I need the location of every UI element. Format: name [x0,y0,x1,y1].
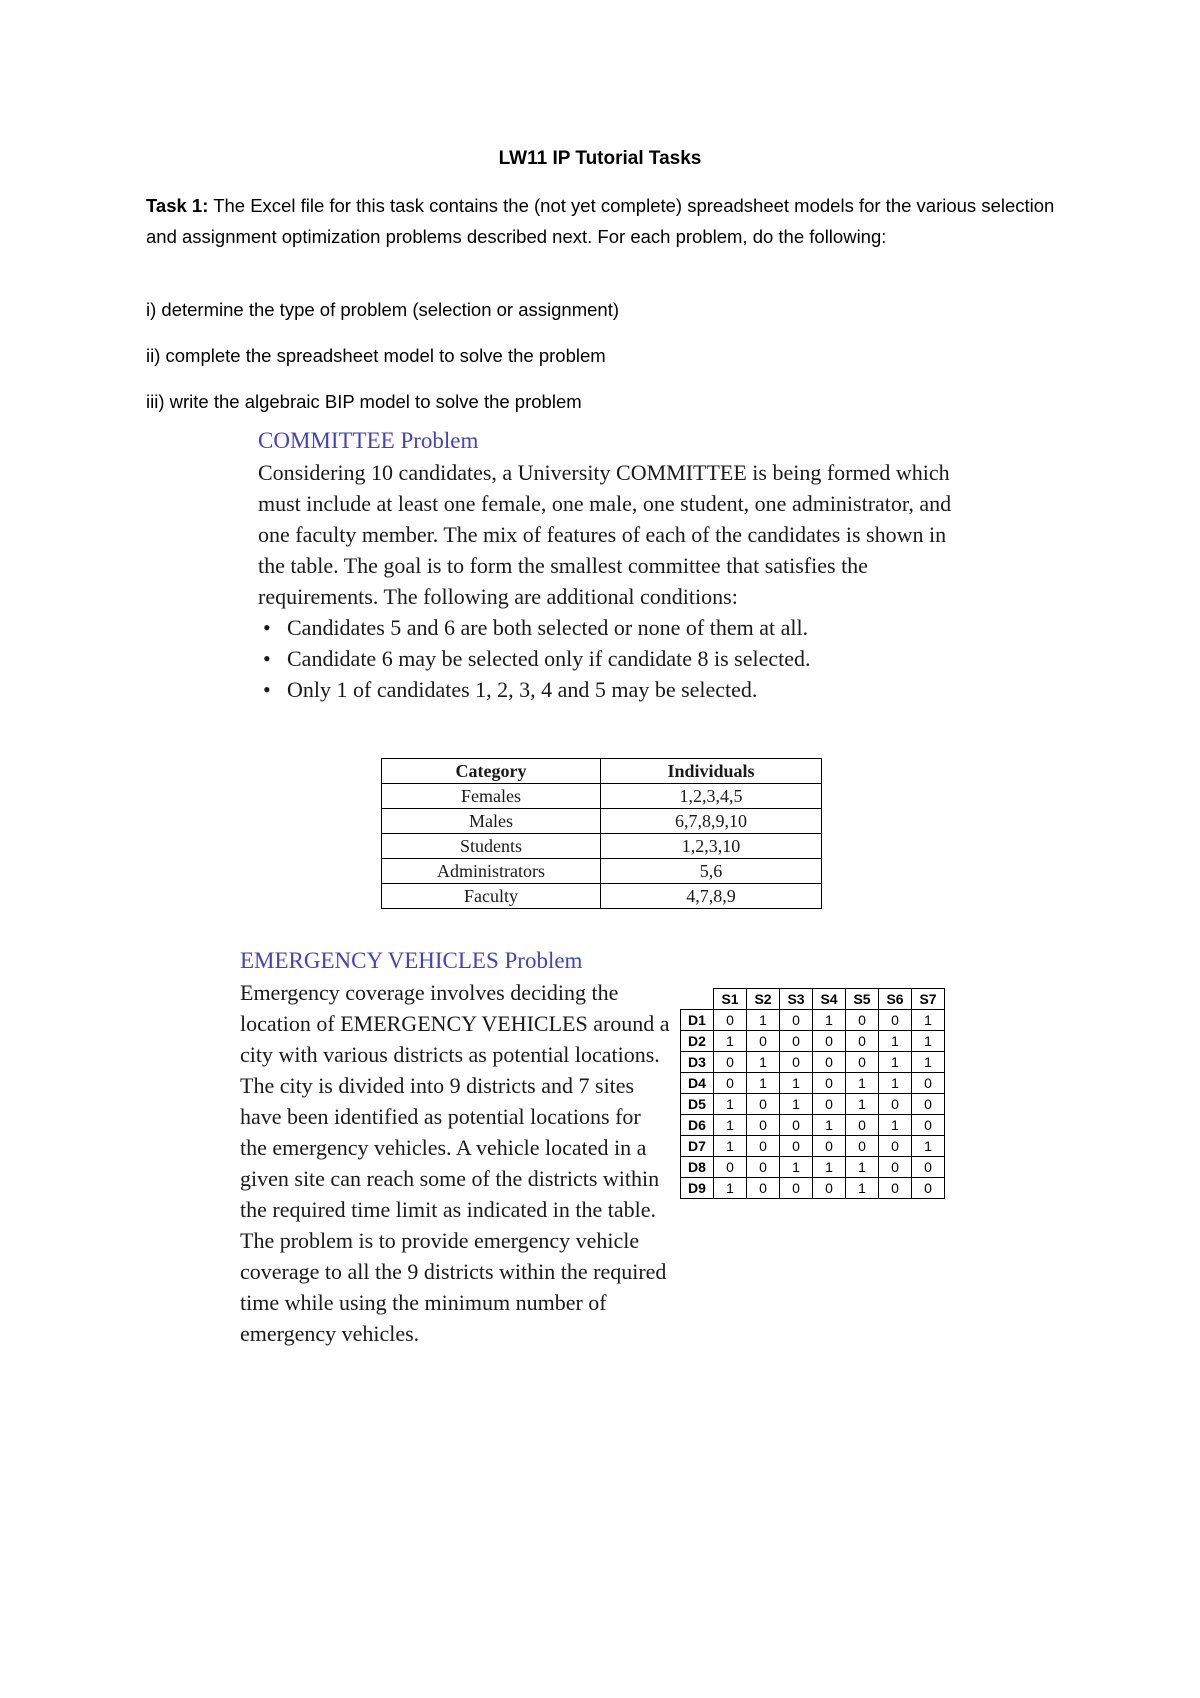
table-cell: 0 [780,1010,813,1031]
row-header: D1 [681,1010,714,1031]
table-row [681,1073,945,1094]
table-cell: 1 [714,1115,747,1136]
table-cell: Administrators [382,859,601,884]
table-cell: 1 [846,1073,879,1094]
table-cell: 0 [747,1115,780,1136]
emergency-heading: EMERGENCY VEHICLES Problem [240,948,583,973]
table-row [681,1010,945,1031]
table-cell: 0 [714,1157,747,1178]
instruction-item: i) determine the type of problem (selection or assignment) [146,299,619,320]
instruction-item: iii) write the algebraic BIP model to solve the problem [146,391,582,412]
page-title: LW11 IP Tutorial Tasks [498,148,702,169]
column-header: S2 [747,989,780,1010]
condition-item: • Candidates 5 and 6 are both selected or none of them at all. [258,612,958,643]
table-cell: 0 [780,1115,813,1136]
emergency-description: Emergency coverage involves deciding the location of EMERGENCY VEHICLES around a city with various districts as potential locations. The city is divided into 9 districts and 7 sites have been identified as potential locations for the emergency vehicles. A vehicle located in a given site can reach some of the districts within the required time limit as indicated in the table. The problem is to provide emergency vehicle coverage to all the 9 districts within the required time while using the minimum number of emergency vehicles. [240,980,670,1346]
row-header: D4 [681,1073,714,1094]
row-header: D6 [681,1115,714,1136]
table-row [681,1031,945,1052]
table-row [681,1052,945,1073]
table-cell: 0 [879,1010,912,1031]
table-cell: 0 [714,1073,747,1094]
table-cell: Males [382,809,601,834]
column-header: S3 [780,989,813,1010]
column-header: S1 [714,989,747,1010]
row-header: D8 [681,1157,714,1178]
committee-description: Considering 10 candidates, a University COMMITTEE is being formed which must include at least one female, one male, one student, one administrator, and one faculty member. The mix of features of each of the candidates is shown in the table. The goal is to form the smallest committee that satisfies the requirements. The following are additional conditions: [258,460,952,609]
table-cell: 1 [912,1136,945,1157]
table-cell: Students [382,834,601,859]
table-cell: 1 [846,1157,879,1178]
table-cell: 0 [747,1157,780,1178]
table-cell: 1 [714,1094,747,1115]
table-cell: 0 [813,1094,846,1115]
table-cell: 0 [780,1052,813,1073]
column-header: S4 [813,989,846,1010]
table-cell: 1 [780,1073,813,1094]
row-header: D2 [681,1031,714,1052]
table-cell: 5,6 [601,859,822,884]
table-cell: 4,7,8,9 [601,884,822,909]
table-cell: 0 [780,1136,813,1157]
table-cell: 0 [747,1178,780,1199]
task-intro [146,190,1066,252]
column-header: S7 [912,989,945,1010]
category-table [381,758,822,909]
committee-heading: COMMITTEE Problem [258,428,479,453]
table-cell: 0 [813,1052,846,1073]
table-row [382,784,822,809]
table-cell: 1 [714,1136,747,1157]
table-cell: 1 [813,1157,846,1178]
row-header: D7 [681,1136,714,1157]
table-cell: 1,2,3,4,5 [601,784,822,809]
table-cell: Faculty [382,884,601,909]
table-cell: 0 [747,1094,780,1115]
column-header: S5 [846,989,879,1010]
table-cell: 0 [879,1157,912,1178]
task-label: Task 1: [146,195,209,216]
table-cell: 0 [912,1157,945,1178]
table-cell: 0 [813,1136,846,1157]
coverage-table [680,988,945,1199]
table-cell: 0 [780,1178,813,1199]
emergency-section [240,948,670,1349]
table-cell: 1 [912,1010,945,1031]
table-cell: 0 [912,1094,945,1115]
column-header: Category [382,759,601,784]
table-cell: 0 [846,1010,879,1031]
corner-cell [681,989,714,1010]
committee-conditions [258,612,958,705]
table-cell: 0 [813,1031,846,1052]
committee-section [258,428,958,705]
instruction-item: ii) complete the spreadsheet model to solve the problem [146,345,606,366]
table-cell: 0 [714,1052,747,1073]
table-cell: 1 [846,1094,879,1115]
table-cell: 1 [846,1178,879,1199]
table-cell: 0 [846,1052,879,1073]
table-cell: 0 [747,1031,780,1052]
table-cell: Females [382,784,601,809]
table-cell: 1 [912,1052,945,1073]
table-cell: 1 [747,1073,780,1094]
table-cell: 0 [912,1073,945,1094]
table-cell: 1 [813,1115,846,1136]
row-header: D5 [681,1094,714,1115]
table-cell: 0 [846,1136,879,1157]
table-row [382,884,822,909]
table-cell: 0 [813,1178,846,1199]
table-row [681,1115,945,1136]
table-cell: 0 [813,1073,846,1094]
table-cell: 1 [780,1094,813,1115]
table-cell: 1 [747,1052,780,1073]
task-text: The Excel file for this task contains the (not yet complete) spreadsheet models for the various selection and assignment optimization problems described next. For each problem, do the following: [146,195,1055,247]
table-row [681,1157,945,1178]
table-row [382,859,822,884]
table-cell: 0 [879,1178,912,1199]
condition-item: • Candidate 6 may be selected only if candidate 8 is selected. [258,643,958,674]
table-cell: 0 [747,1136,780,1157]
row-header: D3 [681,1052,714,1073]
table-cell: 1 [879,1115,912,1136]
table-cell: 0 [714,1010,747,1031]
table-cell: 0 [879,1094,912,1115]
column-header: S6 [879,989,912,1010]
row-header: D9 [681,1178,714,1199]
condition-item: • Only 1 of candidates 1, 2, 3, 4 and 5 may be selected. [258,674,958,705]
table-cell: 0 [846,1115,879,1136]
table-header-row [382,759,822,784]
table-row [382,834,822,859]
table-row [681,1094,945,1115]
table-cell: 1 [780,1157,813,1178]
table-cell: 0 [846,1031,879,1052]
table-cell: 0 [780,1031,813,1052]
table-cell: 1 [879,1073,912,1094]
table-cell: 0 [912,1178,945,1199]
table-cell: 1 [714,1031,747,1052]
table-row [382,809,822,834]
table-cell: 0 [879,1136,912,1157]
table-cell: 1 [747,1010,780,1031]
table-cell: 6,7,8,9,10 [601,809,822,834]
table-cell: 0 [912,1115,945,1136]
table-cell: 1 [879,1031,912,1052]
table-header-row [681,989,945,1010]
table-cell: 1 [912,1031,945,1052]
table-cell: 1 [714,1178,747,1199]
table-row [681,1136,945,1157]
table-cell: 1 [879,1052,912,1073]
table-row [681,1178,945,1199]
table-cell: 1 [813,1010,846,1031]
column-header: Individuals [601,759,822,784]
table-cell: 1,2,3,10 [601,834,822,859]
